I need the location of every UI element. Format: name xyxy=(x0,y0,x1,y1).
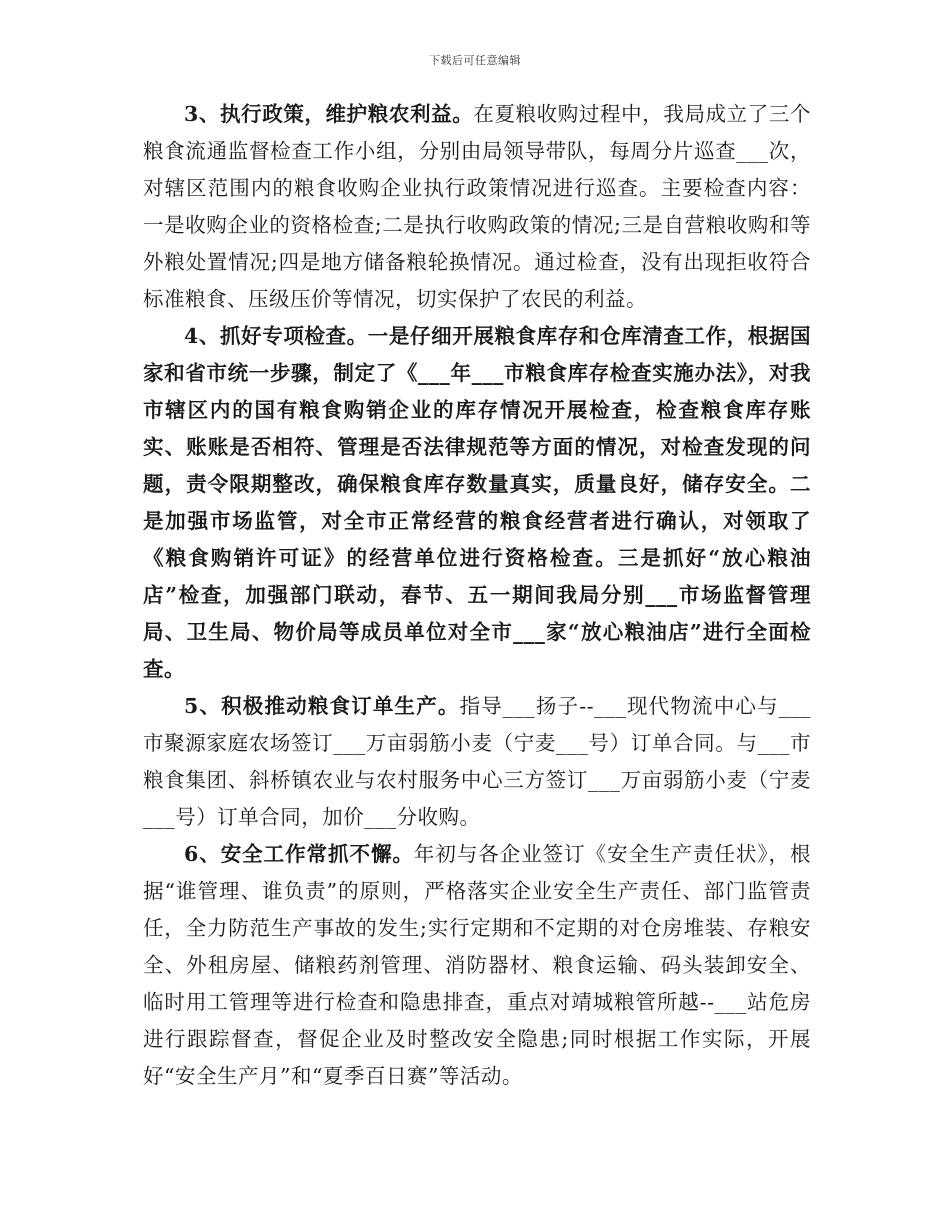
paragraph-inspection xyxy=(143,318,811,688)
paragraph-heading: 3、执行政策，维护粮农利益。 xyxy=(184,102,474,126)
paragraph-text: 年初与各企业签订《安全生产责任状》，根据“谁管理、谁负责”的原则，严格落实企业安全生产责任、部门监管责任，全力防范生产事故的发生;实行定期和不定期的对仓房堆装、存粮安全、外租房屋、储粮药剂管理、消防器材、粮食运输、码头装卸安全、临时用工管理等进行检查和隐患排查，重点对靖城粮管所越--___站危房进行跟踪督查，督促企业及时整改安全隐患;同时根据工作实际，开展好“安全生产月”和“夏季百日赛”等活动。 xyxy=(143,842,812,1088)
paragraph-heading: 4、抓好专项检查。 xyxy=(184,324,368,348)
paragraph-heading: 5、积极推动粮食订单生产。 xyxy=(184,694,460,718)
paragraph-heading: 6、安全工作常抓不懈。 xyxy=(184,842,414,866)
paragraph-policy xyxy=(143,96,811,318)
document-body xyxy=(143,96,811,1095)
paragraph-text: 一是仔细开展粮食库存和仓库清查工作，根据国家和省市统一步骤，制定了《___年___市粮食库存检查实施办法》，对我市辖区内的国有粮食购销企业的库存情况开展检查，检查粮食库存账实、账账是否相符、管理是否法律规范等方面的情况，对检查发现的问题，责令限期整改，确保粮食库存数量真实，质量良好，储存安全。二是加强市场监管，对全市正常经营的粮食经营者进行确认，对领取了《粮食购销许可证》的经营单位进行资格检查。三是抓好“放心粮油店”检查，加强部门联动，春节、五一期间我局分别___市场监督管理局、卫生局、物价局等成员单位对全市___家“放心粮油店”进行全面检查。 xyxy=(143,324,812,681)
paragraph-text: 在夏粮收购过程中，我局成立了三个粮食流通监督检查工作小组，分别由局领导带队，每周分片巡查___次，对辖区范围内的粮食收购企业执行政策情况进行巡查。主要检查内容：一是收购企业的资格检查;二是执行收购政策的情况;三是自营粮收购和等外粮处置情况;四是地方储备粮轮换情况。通过检查，没有出现拒收符合标准粮食、压级压价等情况，切实保护了农民的利益。 xyxy=(143,102,812,311)
paragraph-text: 指导___扬子--___现代物流中心与___市聚源家庭农场签订___万亩弱筋小麦（宁麦___号）订单合同。与___市粮食集团、斜桥镇农业与农村服务中心三方签订___万亩弱筋小麦（宁麦___号）订单合同，加价___分收购。 xyxy=(143,694,811,829)
paragraph-safety xyxy=(143,836,811,1095)
paragraph-orders xyxy=(143,688,811,836)
page-header: 下载后可任意编辑 xyxy=(429,54,521,67)
